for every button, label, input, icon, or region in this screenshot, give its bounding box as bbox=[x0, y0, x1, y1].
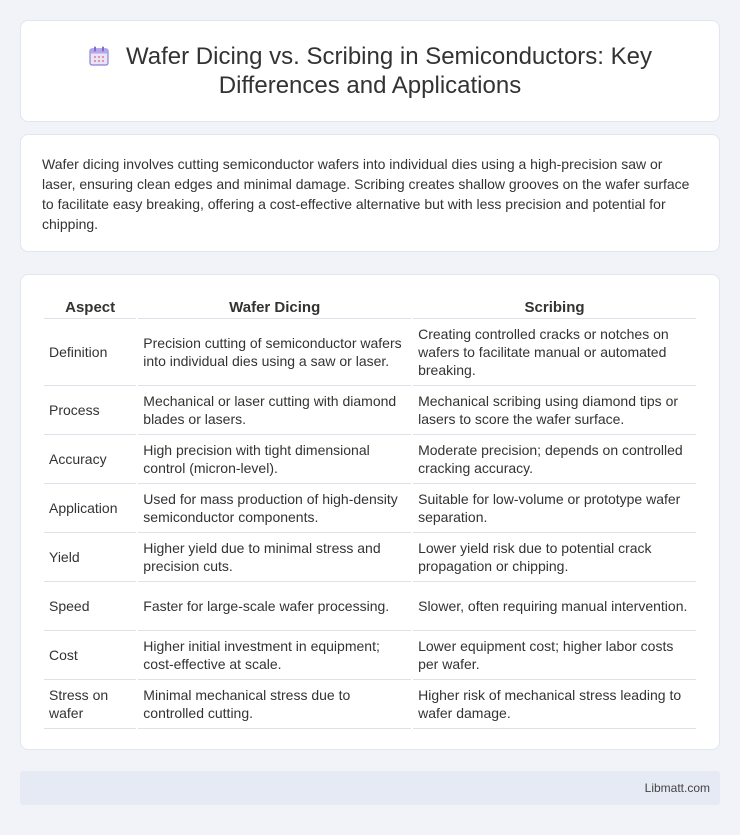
table-row bbox=[44, 435, 696, 484]
row-aspect: Cost bbox=[44, 631, 136, 680]
row-dicing: Faster for large-scale wafer processing. bbox=[138, 582, 411, 631]
row-aspect: Definition bbox=[44, 319, 136, 386]
comparison-card bbox=[20, 274, 720, 750]
table-row bbox=[44, 631, 696, 680]
row-dicing: Minimal mechanical stress due to controlled cutting. bbox=[138, 680, 411, 729]
row-scribing: Slower, often requiring manual intervention. bbox=[413, 582, 696, 631]
row-aspect: Stress on wafer bbox=[44, 680, 136, 729]
row-scribing: Moderate precision; depends on controlled cracking accuracy. bbox=[413, 435, 696, 484]
table-row bbox=[44, 386, 696, 435]
row-aspect: Application bbox=[44, 484, 136, 533]
footer-brand-link[interactable]: Libmatt.com bbox=[644, 781, 710, 795]
page-title-wrap bbox=[70, 42, 670, 100]
header-aspect: Aspect bbox=[44, 295, 136, 319]
title-card bbox=[20, 20, 720, 122]
table-row bbox=[44, 319, 696, 386]
row-scribing: Higher risk of mechanical stress leading to wafer damage. bbox=[413, 680, 696, 729]
row-dicing: High precision with tight dimensional control (micron-level). bbox=[138, 435, 411, 484]
header-wafer-dicing: Wafer Dicing bbox=[138, 295, 411, 319]
page-title: Wafer Dicing vs. Scribing in Semiconductors: Key Differences and Applications bbox=[126, 43, 652, 99]
table-row bbox=[44, 484, 696, 533]
row-dicing: Higher yield due to minimal stress and precision cuts. bbox=[138, 533, 411, 582]
row-aspect: Process bbox=[44, 386, 136, 435]
row-dicing: Precision cutting of semiconductor wafers into individual dies using a saw or laser. bbox=[138, 319, 411, 386]
intro-paragraph: Wafer dicing involves cutting semiconductor wafers into individual dies using a high-precision saw or laser, ensuring clean edges and minimal damage. Scribing creates shallow grooves on the wafer surface to facilitate easy breaking, offering a cost-effective alternative but with less precision and potential for chipping. bbox=[42, 156, 690, 232]
row-scribing: Lower yield risk due to potential crack propagation or chipping. bbox=[413, 533, 696, 582]
row-dicing: Higher initial investment in equipment; cost-effective at scale. bbox=[138, 631, 411, 680]
row-scribing: Creating controlled cracks or notches on wafers to facilitate manual or automated breaking. bbox=[413, 319, 696, 386]
row-dicing: Used for mass production of high-density semiconductor components. bbox=[138, 484, 411, 533]
row-aspect: Speed bbox=[44, 582, 136, 631]
comparison-table bbox=[42, 295, 698, 729]
table-row bbox=[44, 582, 696, 631]
intro-card bbox=[20, 134, 720, 252]
row-aspect: Accuracy bbox=[44, 435, 136, 484]
row-scribing: Mechanical scribing using diamond tips or lasers to score the wafer surface. bbox=[413, 386, 696, 435]
table-header-row bbox=[44, 295, 696, 319]
header-scribing: Scribing bbox=[413, 295, 696, 319]
table-row bbox=[44, 533, 696, 582]
footer bbox=[20, 771, 720, 805]
calendar-icon bbox=[88, 45, 110, 67]
row-scribing: Suitable for low-volume or prototype wafer separation. bbox=[413, 484, 696, 533]
table-row bbox=[44, 680, 696, 729]
row-aspect: Yield bbox=[44, 533, 136, 582]
row-scribing: Lower equipment cost; higher labor costs per wafer. bbox=[413, 631, 696, 680]
row-dicing: Mechanical or laser cutting with diamond blades or lasers. bbox=[138, 386, 411, 435]
